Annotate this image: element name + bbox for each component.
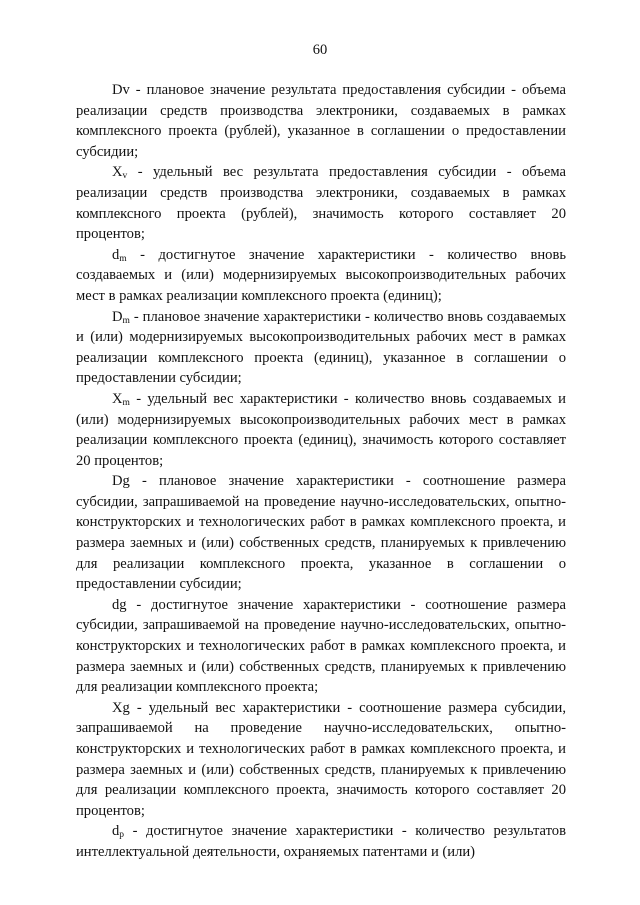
definition-text: - удельный вес результата предоставления субсидии - объема реализации средств производства электроники, создаваемых в рамках комплексного проекта (рублей), значимость которого составляет 20 процентов; (76, 164, 566, 243)
symbol: Dg (112, 473, 130, 490)
definition-paragraph-dv (76, 80, 566, 162)
symbol: Xg (112, 699, 130, 716)
symbol: Dv (112, 82, 130, 98)
symbol-subscript: m (119, 253, 127, 264)
symbol: D (112, 308, 123, 325)
definition-paragraph-Dm (76, 307, 566, 389)
symbol-subscript: m (122, 397, 130, 408)
definition-paragraph-dg (76, 595, 566, 698)
definition-text: - удельный вес характеристики - количество вновь создаваемых и (или) модернизируемых высокопроизводительных рабочих мест в рамках реализации комплексного проекта (единиц), значимость которого составляет 20 процентов; (76, 390, 566, 469)
definition-text: - плановое значение характеристики - количество вновь создаваемых и (или) модернизируемых высокопроизводительных рабочих мест в рамках реализации комплексного проекта (единиц), указанное в соглашении о предоставлении субсидии; (76, 308, 566, 387)
definition-paragraph-xv (76, 162, 566, 244)
symbol: d (112, 823, 120, 840)
definition-paragraph-dp (76, 821, 566, 862)
definition-paragraph-Dg (76, 471, 566, 595)
symbol-subscript: p (119, 830, 125, 841)
symbol-subscript: v (122, 171, 128, 182)
definition-paragraph-dm (76, 245, 566, 307)
definition-text: - достигнутое значение характеристики - соотношение размера субсидии, запрашиваемой на проведение научно-исследовательских, опытно-конструкторских и технологических работ в рамках комплексного проекта, и размера заемных и (или) собственных средств, планируемых к привлечению для реализации комплексного проекта; (76, 596, 566, 696)
page-number: 60 (312, 42, 328, 58)
body-text (76, 80, 566, 863)
symbol: X (112, 390, 123, 407)
definition-text: - достигнутое значение характеристики - количество результатов интеллектуальной деятельности, охраняемых патентами и (или) (76, 823, 566, 860)
definition-text: - плановое значение характеристики - соотношение размера субсидии, запрашиваемой на проведение научно-исследовательских, опытно-конструкторских и технологических работ в рамках комплексного проекта, и размера заемных и (или) собственных средств, планируемых к привлечению для реализации комплексного проекта, указанное в соглашении о предоставлении субсидии; (76, 473, 566, 593)
definition-text: - достигнутое значение характеристики - количество вновь создаваемых и (или) модернизируемых высокопроизводительных рабочих мест в рамках реализации комплексного проекта (единиц); (76, 246, 566, 304)
symbol: X (112, 164, 123, 181)
definition-text: - плановое значение результата предоставления субсидии - объема реализации средств производства электроники, создаваемых в рамках комплексного проекта (рублей), указанное в соглашении о предоставлении субсидии; (76, 82, 566, 160)
definition-paragraph-xg (76, 698, 566, 822)
symbol: d (112, 246, 120, 263)
definition-paragraph-xm (76, 389, 566, 471)
definition-text: - удельный вес характеристики - соотношение размера субсидии, запрашиваемой на проведение научно-исследовательских, опытно-конструкторских и технологических работ в рамках комплексного проекта, и размера заемных и (или) собственных средств, планируемых к привлечению для реализации комплексного проекта, значимость которого составляет 20 процентов; (76, 699, 566, 819)
symbol-subscript: m (122, 315, 130, 326)
symbol: dg (112, 596, 127, 613)
